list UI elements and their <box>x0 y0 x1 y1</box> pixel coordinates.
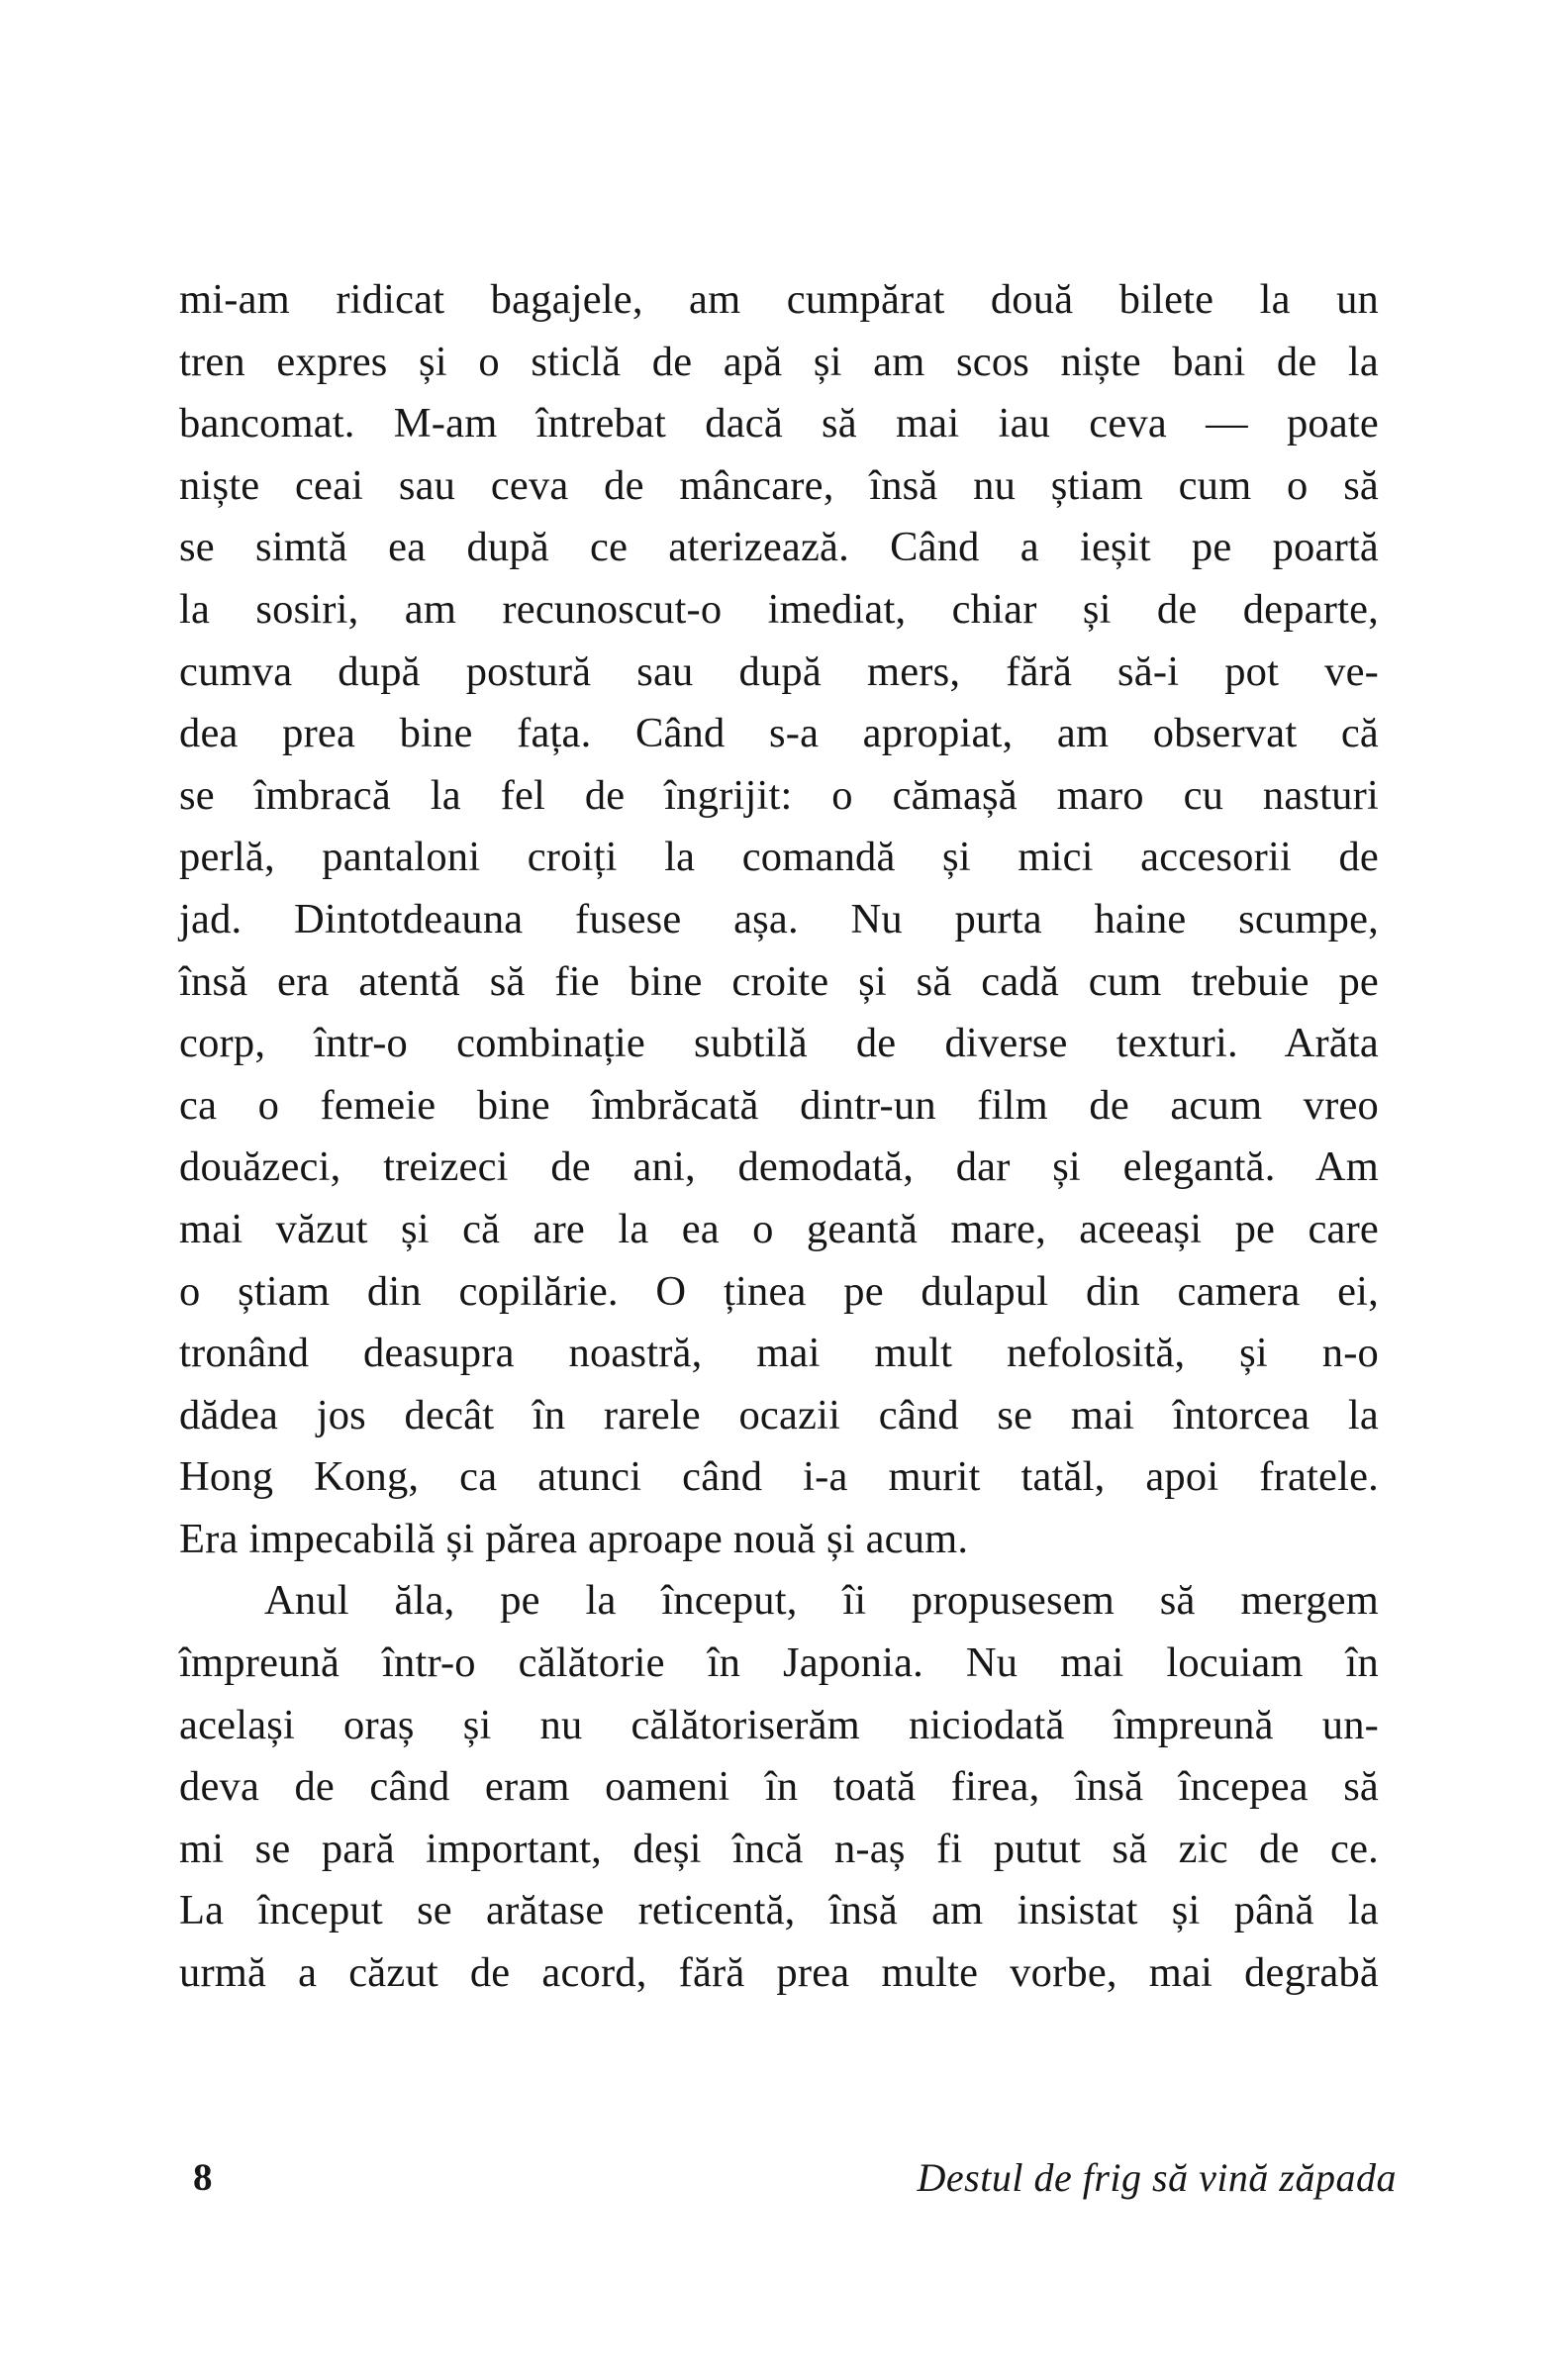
text-line: mi-am ridicat bagajele, am cumpărat două bilete la un <box>179 276 1379 323</box>
text-line: la sosiri, am recunoscut-o imediat, chiar și de departe, <box>179 585 1379 633</box>
text-line: niște ceai sau ceva de mâncare, însă nu știam cum o să <box>179 461 1379 509</box>
page-number: 8 <box>193 2156 213 2199</box>
text-line: corp, într-o combinație subtilă de diverse texturi. Arăta <box>179 1020 1379 1067</box>
text-line: însă era atentă să fie bine croite și să cadă cum trebuie pe <box>179 957 1379 1005</box>
text-line: Hong Kong, ca atunci când i-a murit tatăl, apoi fratele. <box>179 1453 1379 1501</box>
text-line: Anul ăla, pe la început, îi propusesem să mergem <box>264 1577 1379 1625</box>
text-line: dea prea bine fața. Când s-a apropiat, am observat că <box>179 710 1379 757</box>
text-line: ca o femeie bine îmbrăcată dintr-un film de acum vreo <box>179 1081 1379 1129</box>
body-text-block <box>179 269 1379 2005</box>
text-line: același oraș și nu călătoriserăm niciodată împreună un- <box>179 1701 1379 1748</box>
text-line: urmă a căzut de acord, fără prea multe vorbe, mai degrabă <box>179 1949 1379 1997</box>
text-line: tronând deasupra noastră, mai mult nefolosită, și n-o <box>179 1330 1379 1377</box>
text-line: împreună într-o călătorie în Japonia. Nu mai locuiam în <box>179 1639 1379 1687</box>
running-title: Destul de frig să vină zăpada <box>917 2155 1397 2200</box>
text-line: se îmbracă la fel de îngrijit: o cămașă maro cu nasturi <box>179 771 1379 819</box>
text-line: cumva după postură sau după mers, fără să-i pot ve- <box>179 647 1379 695</box>
text-line: tren expres și o sticlă de apă și am scos niște bani de la <box>179 338 1379 385</box>
text-line: Era impecabilă și părea aproape nouă și acum. <box>179 1515 969 1562</box>
text-line: perlă, pantaloni croiți la comandă și mici accesorii de <box>179 834 1379 881</box>
text-line: se simtă ea după ce aterizează. Când a ieșit pe poartă <box>179 524 1379 571</box>
text-line: La început se arătase reticentă, însă am insistat și până la <box>179 1887 1379 1934</box>
text-line: dădea jos decât în rarele ocazii când se mai întorcea la <box>179 1391 1379 1438</box>
text-line: mai văzut și că are la ea o geantă mare, aceeași pe care <box>179 1205 1379 1252</box>
text-line: mi se pară important, deși încă n-aș fi putut să zic de ce. <box>179 1825 1379 1872</box>
text-line: bancomat. M-am întrebat dacă să mai iau ceva — poate <box>179 400 1379 447</box>
text-line: jad. Dintotdeauna fusese așa. Nu purta haine scumpe, <box>179 895 1379 942</box>
text-line: deva de când eram oameni în toată firea, însă începea să <box>179 1763 1379 1811</box>
text-line: douăzeci, treizeci de ani, demodată, dar și elegantă. Am <box>179 1143 1379 1191</box>
text-line: o știam din copilărie. O ținea pe dulapul din camera ei, <box>179 1267 1379 1315</box>
page-footer <box>179 2150 1397 2210</box>
